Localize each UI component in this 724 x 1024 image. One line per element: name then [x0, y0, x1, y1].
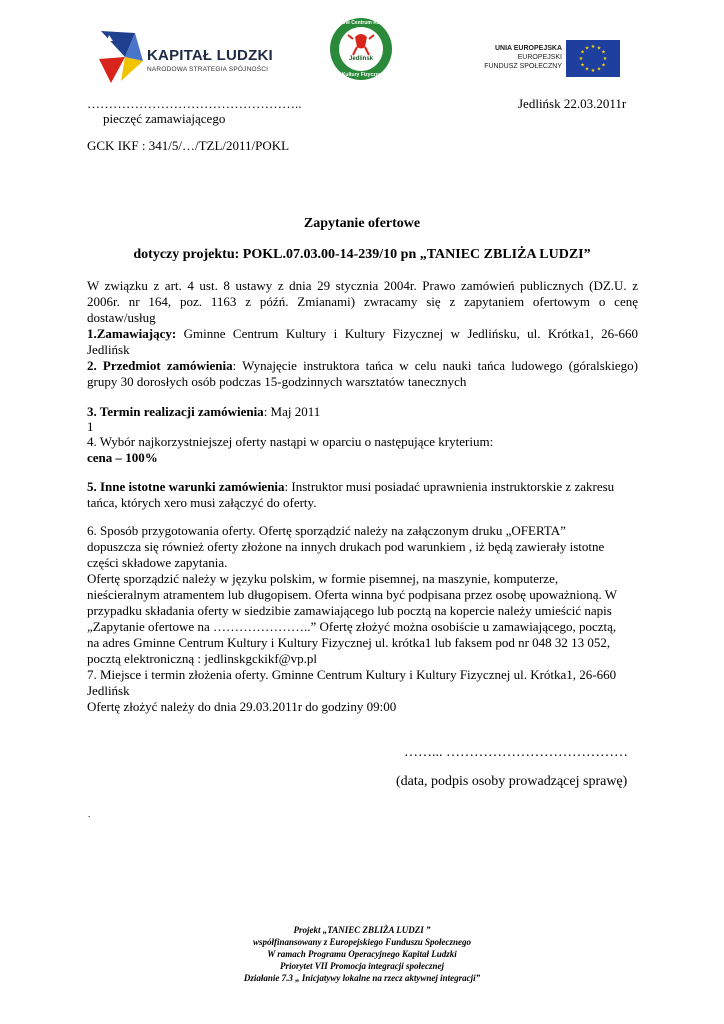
section-6-line-7: „Zapytanie ofertowe na …………………..” Ofertę złożyć można osobiście u zamawiającego, pocztą, [87, 619, 617, 634]
section-6-line-9: pocztą elektroniczną : jedlinskgckikf@vp.pl [87, 651, 318, 666]
footer-line-2: współfinansowany z Europejskiego Funduszu Społecznego [252, 937, 472, 947]
intro-line-2: 2006r. nr 164, poz. 1163 z późń. Zmianami) zwracamy się z zapytaniem ofertowym o cenę [87, 294, 638, 309]
section-1-text: Gminne Centrum Kultury i Kultury Fizycznej w Jedlińsku, ul. Krótka1, 26-660 [176, 326, 638, 341]
stamp-label: pieczęć zamawiającego [103, 111, 226, 126]
svg-text:★: ★ [596, 45, 602, 52]
svg-text:★: ★ [590, 44, 596, 50]
section-1 [87, 326, 638, 342]
section-4-text: 4. Wybór najkorzystniejszej oferty nastąpi w oparciu o następujące kryterium: [87, 434, 494, 449]
svg-text:★: ★ [580, 49, 585, 56]
section-5-text: : Instruktor musi posiadać uprawnienia instruktorskie z zakresu [284, 479, 615, 494]
section-6-line-2: dopuszcza się również oferty złożone na innych drukach pod warunkiem , iż będą zawierały istotne [87, 539, 605, 554]
section-2-text: : Wynajęcie instruktora tańca w celu nauki tańca ludowego (góralskiego) [232, 358, 639, 373]
kapital-ludzki-emblem-icon [95, 27, 147, 85]
section-1-label: 1.Zamawiający: [87, 326, 177, 341]
kapital-ludzki-subtitle: NARODOWA STRATEGIA SPÓJNOŚCI [147, 66, 269, 73]
intro-line-3: dostaw/usług [87, 310, 156, 325]
signature-dots: ……... ………………………………… [404, 745, 628, 760]
section-6-line-1: 6. Sposób przygotowania oferty. Ofertę sporządzić należy na załączonym druku „OFERTA” [87, 523, 566, 538]
section-6-line-8: na adres Gminne Centrum Kultury i Kultury Fizycznej ul. krótka1 lub faksem pod nr 048 32 13 052, [87, 635, 611, 650]
stray-mark: . [88, 809, 91, 819]
footer-line-4: Priorytet VII Promocja integracji społecznej [280, 961, 444, 971]
stamp-dots: ………………………………………….. [87, 96, 302, 111]
footer-line-1: Projekt „TANIEC ZBLIŻA LUDZI ” [293, 925, 431, 935]
section-5-label: 5. Inne istotne warunki zamówienia [87, 479, 285, 494]
intro-line-1: W związku z art. 4 ust. 8 ustawy z dnia 29 stycznia 2004r. Prawo zamówień publicznych (DZ.U. z [87, 278, 638, 293]
svg-text:★: ★ [596, 66, 602, 73]
section-5 [87, 479, 614, 495]
section-7-deadline: Ofertę złożyć należy do dnia 29.03.2011r do godziny 09:00 [87, 699, 397, 714]
section-1-text-2: Jedlińsk [87, 342, 130, 357]
eu-label-line3: FUNDUSZ SPOŁECZNY [484, 63, 562, 70]
kapital-ludzki-title: KAPITAŁ LUDZKI [147, 47, 273, 64]
section-3-extra: 1 [87, 419, 94, 434]
footer-line-5: Działanie 7.3 „ Inicjatywy lokalne na rzecz aktywnej integracji” [243, 973, 481, 983]
svg-text:★: ★ [580, 62, 585, 69]
eu-label [470, 44, 562, 71]
gck-logo [329, 17, 393, 81]
svg-text:★: ★ [584, 45, 590, 52]
svg-text:★: ★ [601, 49, 606, 56]
svg-text:★: ★ [590, 68, 596, 74]
eu-label-line1: UNIA EUROPEJSKA [494, 45, 562, 52]
eu-flag-icon [566, 40, 620, 77]
section-6-line-4: Ofertę sporządzić należy w języku polskim, w formie pisemnej, na maszynie, komputerze, [87, 571, 559, 586]
signature-label: (data, podpis osoby prowadzącej sprawę) [396, 774, 628, 789]
svg-text:★: ★ [578, 56, 584, 62]
reference-number: GCK IKF : 341/5/…/TZL/2011/POKL [87, 138, 290, 153]
place-date: Jedlińsk 22.03.2011r [518, 96, 627, 111]
section-7-line-2: Jedlińsk [87, 683, 130, 698]
section-6-line-3: części składowe zapytania. [87, 555, 228, 570]
gck-logo-middle-text: Jedlińsk [348, 56, 373, 62]
eu-label-line2: EUROPEJSKI [517, 54, 562, 61]
section-6-line-5: nieścieralnym atramentem lub długopisem. Oferta winna być podpisana przez osobę upoważnioną. W [87, 587, 618, 602]
section-5-text-2: tańca, których xero musi załączyć do oferty. [87, 495, 317, 510]
gck-logo-bottom-text: i Kultury Fizycznej [339, 72, 383, 78]
section-3-label: 3. Termin realizacji zamówienia [87, 404, 264, 419]
section-2 [87, 358, 638, 374]
svg-text:★: ★ [601, 62, 606, 69]
document-title: Zapytanie ofertowe [303, 216, 421, 231]
svg-text:★: ★ [602, 56, 608, 62]
eu-flag [566, 40, 620, 77]
document-subtitle: dotyczy projektu: POKL.07.03.00-14-239/10 pn „TANIEC ZBLIŻA LUDZI” [133, 247, 591, 262]
footer-line-3: W ramach Programu Operacyjnego Kapitał Ludzki [267, 949, 457, 959]
svg-text:★: ★ [584, 66, 590, 73]
section-3-text: : Maj 2011 [263, 404, 321, 419]
footer [0, 924, 724, 984]
gck-logo-top-text: Gminne Centrum Kultury [331, 20, 391, 26]
section-2-text-2: grupy 30 dorosłych osób podczas 15-godzinnych warsztatów tanecznych [87, 374, 467, 389]
section-7-line-1: 7. Miejsce i termin złożenia oferty. Gminne Centrum Kultury i Kultury Fizycznej ul. Krótka1, 26-660 [87, 667, 617, 682]
section-6-line-6: przypadku składania oferty w siedzibie zamawiającego lub pocztą na kopercie należy umieścić napis [87, 603, 612, 618]
section-3 [87, 404, 320, 420]
section-4-criterion: cena – 100% [87, 450, 158, 465]
section-2-label: 2. Przedmiot zamówienia [87, 358, 233, 373]
